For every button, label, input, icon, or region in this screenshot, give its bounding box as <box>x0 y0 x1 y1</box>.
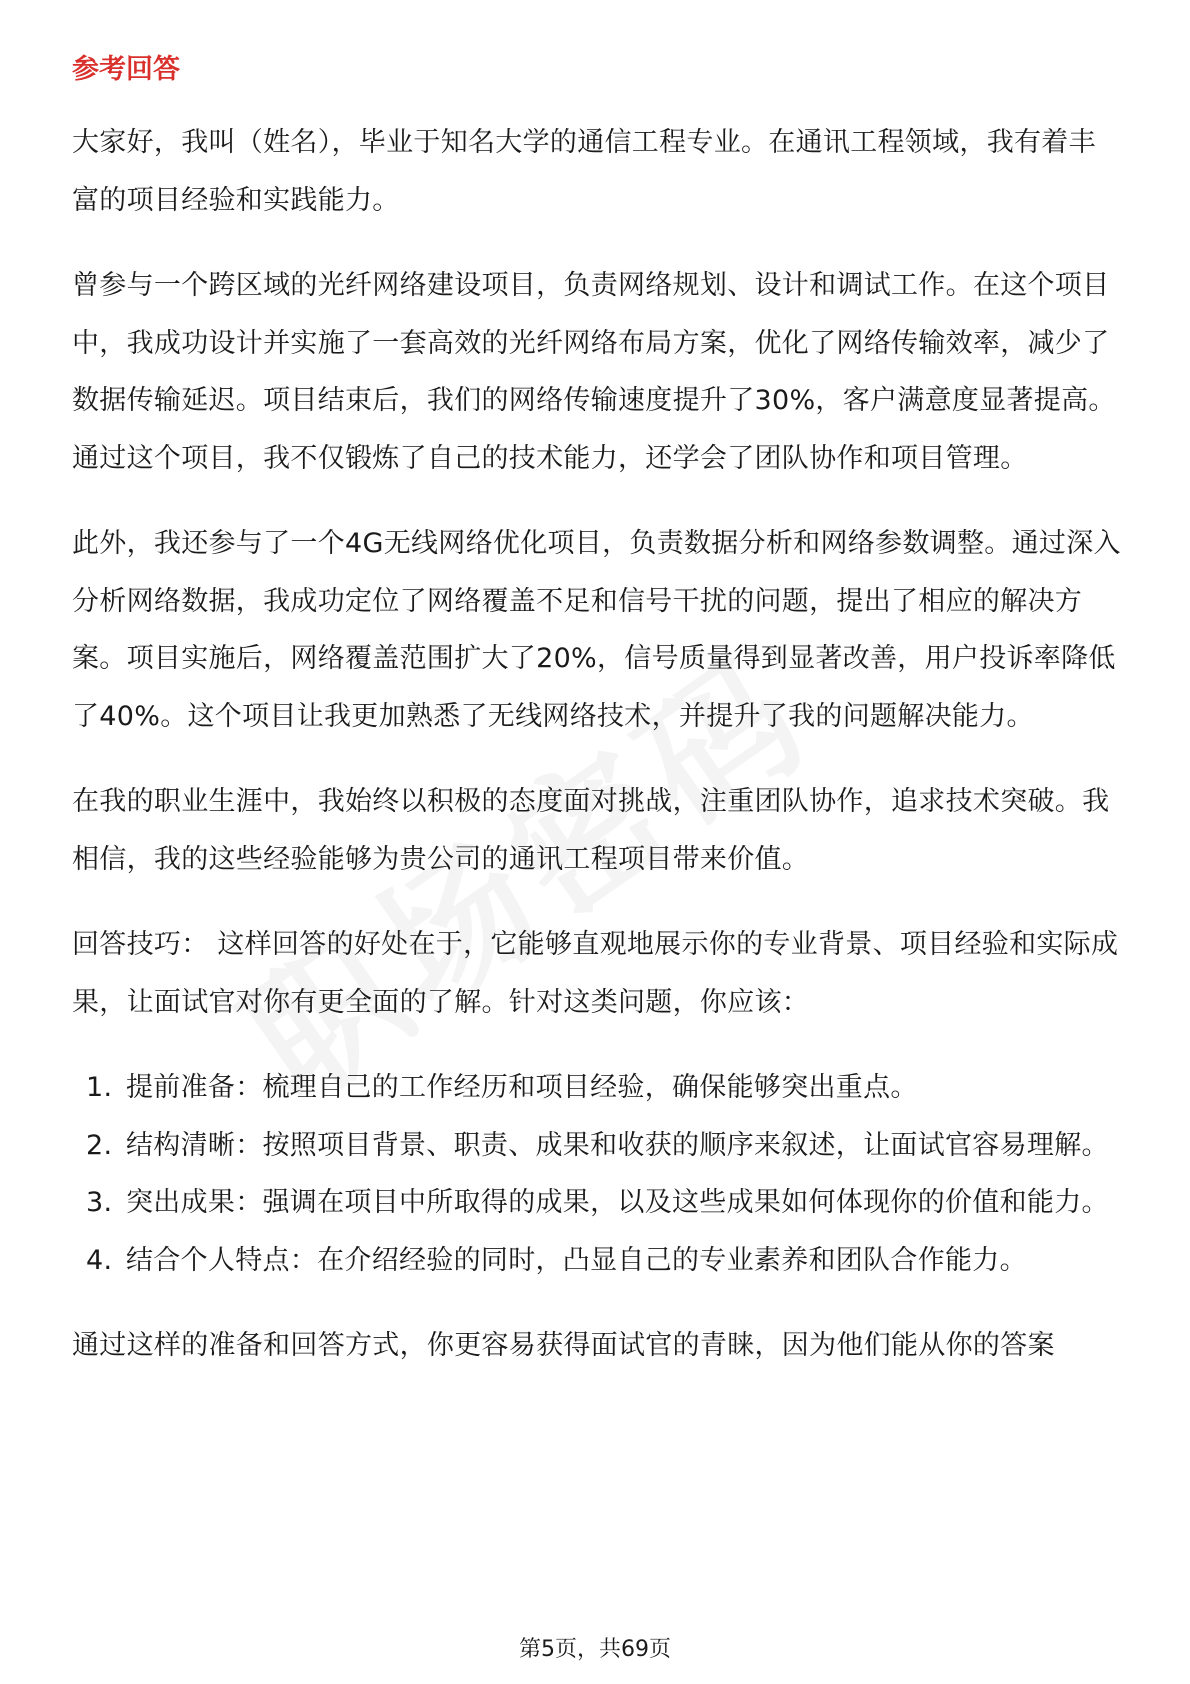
paragraph-answer-tips: 回答技巧： 这样回答的好处在于，它能够直观地展示你的专业背景、项目经验和实际成果，让面试官对你有更全面的了解。针对这类问题，你应该： <box>72 929 1119 1018</box>
page-footer: 第5页，共69页 <box>519 1637 671 1662</box>
list-number: 4. <box>86 1244 113 1276</box>
list-number: 1. <box>86 1072 113 1103</box>
list-item <box>72 1232 1122 1290</box>
list-text: 提前准备：梳理自己的工作经历和项目经验，确保能够突出重点。 <box>126 1072 918 1103</box>
paragraph-4g-project: 此外，我还参与了一个4G无线网络优化项目，负责数据分析和网络参数调整。通过深入分析网络数据，我成功定位了网络覆盖不足和信号干扰的问题，提出了相应的解决方案。项目实施后，网络覆盖范围扩大了20%，信号质量得到显著改善，用户投诉率降低了40%。这个项目让我更加熟悉了无线网络技术，并提升了我的问题解决能力。 <box>72 528 1121 732</box>
section-title: 参考回答 <box>72 54 180 85</box>
list-number: 2. <box>86 1129 113 1161</box>
paragraph-closing: 通过这样的准备和回答方式，你更容易获得面试官的青睐，因为他们能从你的答案 <box>72 1330 1055 1361</box>
paragraph-career: 在我的职业生涯中，我始终以积极的态度面对挑战，注重团队协作，追求技术突破。我相信，我的这些经验能够为贵公司的通讯工程项目带来价值。 <box>72 786 1110 875</box>
tips-list <box>72 1059 1122 1289</box>
paragraph-fiber-project: 曾参与一个跨区域的光纤网络建设项目，负责网络规划、设计和调试工作。在这个项目中，我成功设计并实施了一套高效的光纤网络布局方案，优化了网络传输效率，减少了数据传输延迟。项目结束后，我们的网络传输速度提升了30%，客户满意度显著提高。通过这个项目，我不仅锻炼了自己的技术能力，还学会了团队协作和项目管理。 <box>72 270 1116 474</box>
list-item <box>72 1174 1122 1232</box>
list-text: 突出成果：强调在项目中所取得的成果，以及这些成果如何体现你的价值和能力。 <box>126 1187 1109 1218</box>
list-item <box>72 1059 1122 1117</box>
list-number: 3. <box>86 1187 113 1218</box>
list-item <box>72 1117 1122 1175</box>
list-text: 结构清晰：按照项目背景、职责、成果和收获的顺序来叙述，让面试官容易理解。 <box>126 1129 1109 1161</box>
document-page <box>72 40 1122 1403</box>
paragraph-intro: 大家好，我叫（姓名），毕业于知名大学的通信工程专业。在通讯工程领域，我有着丰富的项目经验和实践能力。 <box>72 127 1096 216</box>
list-text: 结合个人特点：在介绍经验的同时，凸显自己的专业素养和团队合作能力。 <box>126 1244 1027 1276</box>
